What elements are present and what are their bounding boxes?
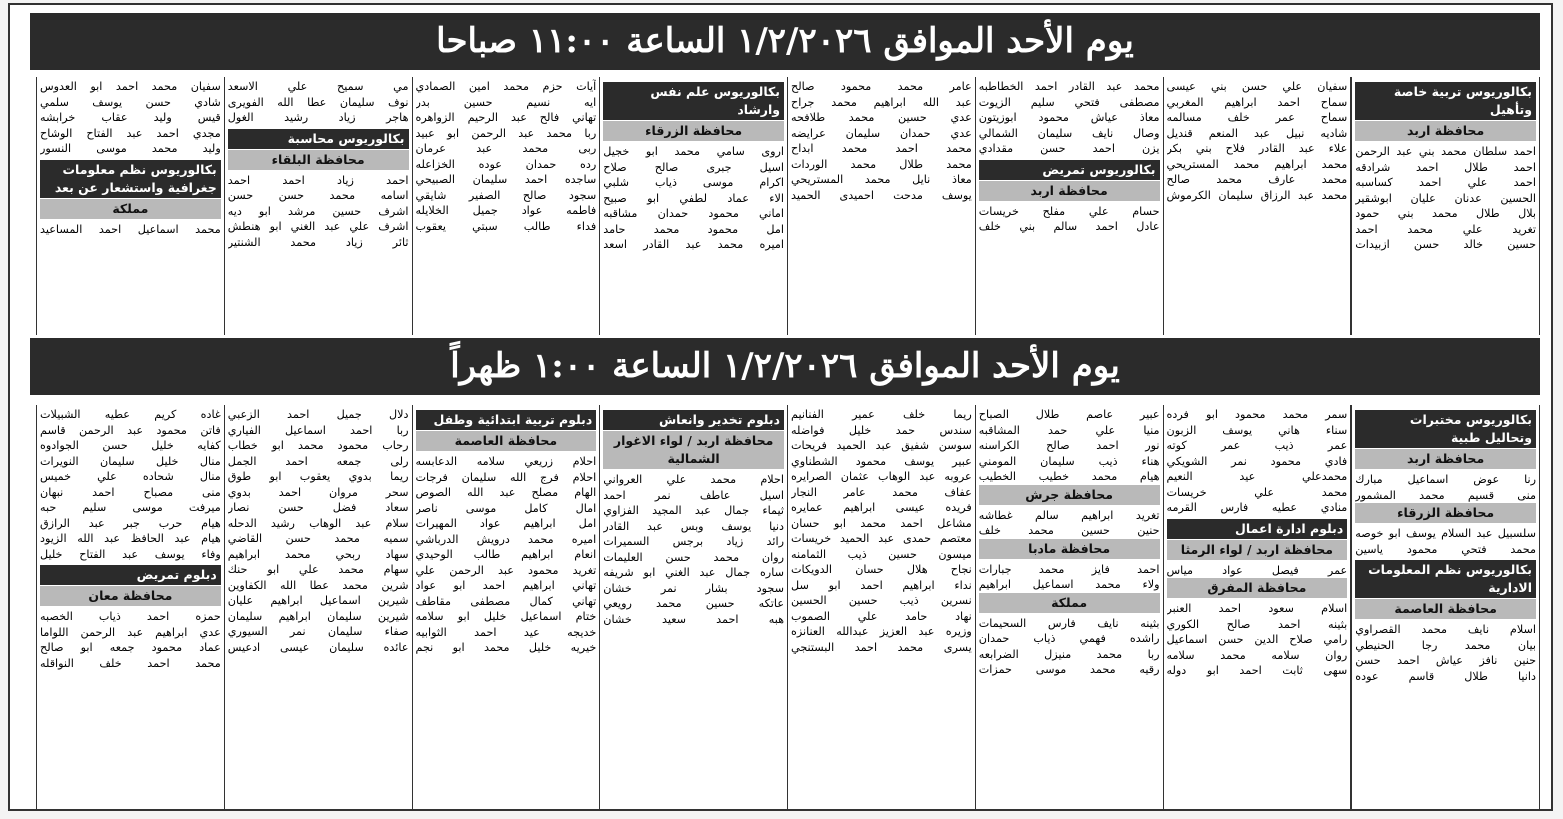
name-entry: عائده سليمان عيسى ادعيس: [227, 640, 409, 654]
name-entry: سلام عبد الوهاب رشيد الدحله: [227, 516, 409, 530]
name-entry: رده حمدان عوده الخزاعله: [415, 157, 597, 171]
name-list: [1167, 79, 1348, 203]
name-entry: الاء عماد لطفي ابو صبيح: [603, 191, 784, 205]
name-list: [228, 173, 409, 251]
name-entry: علاء عبد القادر فلاح بني بكر: [1166, 142, 1348, 155]
name-entry: صفاء سليمان نمر السيوري: [227, 625, 409, 638]
name-entry: حمزه احمد ذياب الخصبه: [40, 610, 221, 623]
program-block: [416, 79, 597, 234]
advertisement-page: [8, 3, 1553, 811]
name-entry: سلسبيل عبد السلام يوسف ابو خوصه: [1355, 527, 1536, 540]
name-entry: امال كامل موسى ناصر: [415, 501, 597, 515]
region-subheader: محافظة الزرقاء: [603, 121, 784, 141]
name-entry: احلام فرج الله سليمان فرجات: [415, 470, 597, 484]
region-subheader: محافظة اربد / لواء الاغوار الشمالية: [603, 431, 784, 469]
name-entry: عدي حمدان سليمان عرايضه: [791, 126, 972, 140]
name-entry: اشرف حسين مرشد ابو ديه: [227, 204, 409, 218]
name-entry: محمد عبد الرزاق سليمان الكرموش: [1166, 188, 1348, 202]
name-entry: سندس حمد خليل فواضله: [791, 423, 972, 437]
name-entry: عدي ابراهيم عبد الرحمن اللواما: [40, 625, 221, 639]
name-entry: احمد سلطان محمد بني عبد الرحمن: [1355, 145, 1536, 158]
name-entry: عادل احمد سالم بني خلف: [978, 220, 1160, 233]
column: [224, 77, 413, 335]
region-subheader: محافظة اربد: [1355, 121, 1536, 141]
name-entry: مجدي احمد عبد الفتاح الوشاح: [40, 126, 221, 140]
name-entry: اسيل جبرى صالح صلاح: [603, 160, 784, 174]
name-entry: يزن احمد حسن مقدادي: [978, 142, 1160, 155]
name-entry: حنين حسين محمد خلف: [978, 524, 1160, 537]
name-entry: وصال نايف سليمان الشمالي: [978, 126, 1160, 140]
program-header: بكالوريوس علم نفس وارشاد: [603, 82, 784, 120]
name-entry: وزيره عبد العزيز عبدالله العنانزه: [791, 625, 972, 638]
name-entry: بثينه نايف فارس السحيمات: [978, 616, 1160, 630]
name-entry: محمد عبد القادر احمد الخطاطبه: [978, 80, 1160, 93]
column: [599, 405, 788, 809]
program-block: [979, 539, 1160, 593]
region-subheader: محافظة جرش: [979, 485, 1160, 505]
name-entry: شادي حسن يوسف سلمي: [40, 95, 221, 109]
name-list: [1355, 526, 1536, 557]
program-block: [1355, 410, 1536, 503]
name-entry: تغريد محمود عبد الرحمن علي: [415, 563, 597, 577]
name-entry: سهام محمد علي ابو حنك: [227, 563, 409, 576]
column: [1351, 405, 1540, 809]
name-entry: سحر مروان احمد بدوي: [227, 485, 409, 499]
name-entry: ميرفت موسى سليم حبه: [40, 501, 221, 514]
name-entry: ميسون حسين ذيب الثمامنه: [791, 547, 972, 561]
name-entry: هبه احمد سعيد خشان: [603, 612, 784, 626]
name-entry: رحاب محمود محمد ابو خطاب: [227, 439, 409, 452]
name-entry: محمد فتحي محمود ياسين: [1355, 542, 1536, 556]
region-subheader: محافظة العاصمة: [416, 431, 597, 451]
name-entry: سمر محمد محمود ابو فرده: [1166, 408, 1348, 421]
name-entry: محمد احمد خلف النواقله: [40, 656, 221, 670]
name-entry: سجود صالح الصفير شايقي: [415, 188, 597, 202]
name-entry: عمر ذيب عمر كوته: [1166, 439, 1348, 452]
name-entry: ايه نسيم حسين بدر: [415, 95, 597, 109]
name-entry: تغريد علي محمد احمد: [1355, 222, 1536, 236]
name-entry: هناء ذيب سليمان المومني: [978, 454, 1160, 468]
program-block: [1355, 82, 1536, 253]
name-list: [979, 204, 1160, 235]
column: [975, 77, 1164, 335]
name-entry: ساجده احمد سليمان الصبيحي: [415, 173, 597, 186]
name-list: [40, 407, 221, 562]
name-entry: روان سلامه محمد سلامه: [1166, 648, 1348, 662]
name-entry: عفاف محمد عامر النجار: [791, 485, 972, 499]
section-morning: [30, 77, 1540, 335]
name-entry: مشاعل احمد محمد ابو حسان: [791, 516, 972, 530]
name-entry: فاتن محمود عبد الرحمن قاسم: [40, 423, 221, 437]
name-entry: محمد عارف محمد صالح: [1166, 173, 1348, 186]
name-entry: ريما خلف عمير الفنانيم: [791, 408, 972, 421]
name-entry: عاتكه حسين محمد رويعي: [603, 597, 784, 610]
name-entry: نور احمد صالح الكراسنه: [978, 439, 1160, 452]
name-list: [979, 616, 1160, 678]
name-entry: اميره محمد درويش الدرباشي: [415, 532, 597, 546]
column: [787, 77, 976, 335]
program-block: [979, 593, 1160, 678]
region-subheader: مملكة: [979, 593, 1160, 613]
name-entry: سهاد ربحي محمد ابراهيم: [227, 547, 409, 561]
column: [1163, 405, 1352, 809]
program-block: [228, 79, 409, 126]
program-block: [979, 485, 1160, 539]
name-entry: شاديه نبيل عبد المنعم قنديل: [1166, 126, 1348, 140]
name-entry: ربا محمد منيزل الضرابعه: [978, 647, 1160, 661]
name-entry: سناء هاني يوسف الزبون: [1166, 423, 1348, 437]
name-entry: سوسن شفيق عبد الحميد فريحات: [791, 439, 972, 452]
name-list: [228, 79, 409, 126]
region-subheader: محافظة اربد: [979, 181, 1160, 201]
name-list: [603, 472, 784, 627]
name-entry: وليد محمد موسى النسور: [40, 142, 221, 155]
program-block: [40, 79, 221, 157]
name-list: [1355, 472, 1536, 503]
name-entry: مي سميح علي الاسعد: [227, 80, 409, 93]
name-list: [1167, 407, 1348, 516]
name-entry: شيرين اسماعيل ابراهيم عليان: [227, 594, 409, 607]
name-entry: يوسف مدحت احميدى الحميد: [791, 188, 972, 202]
name-entry: هيام عبد الحافظ عبد الله الزيود: [40, 532, 221, 545]
program-header: دبلوم تربية ابتدائية وطفل: [416, 410, 597, 430]
name-entry: ربى محمد عبد عرمان: [415, 142, 597, 155]
name-entry: نسرين ذيب حسين الحسين: [791, 594, 972, 607]
name-entry: تهاني فالح عبد الرحيم الزواهره: [415, 111, 597, 124]
name-list: [1167, 601, 1348, 679]
program-block: [603, 82, 784, 253]
name-entry: فداء طالب سبتي يعقوب: [415, 219, 597, 233]
name-list: [1355, 622, 1536, 684]
name-entry: الهام مصلح عبد الله الصوص: [415, 486, 597, 499]
program-header: بكالوريوس تمريض: [979, 160, 1160, 180]
program-block: [228, 407, 409, 655]
program-block: [1355, 560, 1536, 684]
name-entry: احمد فايز محمد جبارات: [978, 562, 1160, 576]
name-list: [1355, 144, 1536, 253]
program-block: [979, 160, 1160, 235]
name-entry: فاطمه عواد جميل الخلايله: [415, 204, 597, 217]
program-block: [416, 410, 597, 656]
name-entry: خيريه خليل محمد ابو نجم: [415, 641, 597, 654]
name-entry: معاذ عياش محمود ابوزيتون: [978, 111, 1160, 124]
name-entry: اماني محمود حمدان مشاقبه: [603, 207, 784, 220]
program-block: [979, 407, 1160, 485]
name-list: [979, 562, 1160, 593]
name-entry: غاده كريم عطيه الشبيلات: [40, 408, 221, 421]
name-entry: سفيان علي حسن بني عيسى: [1166, 80, 1348, 93]
name-entry: سهى ثابت احمد ابو دوله: [1166, 664, 1348, 677]
name-entry: بيان محمد رجا الحنيطي: [1355, 638, 1536, 652]
program-header: بكالوريوس محاسبة: [228, 129, 409, 149]
program-block: [979, 79, 1160, 157]
name-entry: مصطفى فتحي سليم الزيوت: [978, 95, 1160, 109]
name-entry: كفايه خليل حسن الجوادوه: [40, 439, 221, 452]
name-entry: اسيل عاطف نمر احمد: [603, 488, 784, 502]
region-subheader: محافظة اربد: [1355, 449, 1536, 469]
name-entry: هيام حرب جبر عبد الرازق: [40, 516, 221, 530]
program-header: بكالوريوس تربية خاصة وتأهيل: [1355, 82, 1536, 120]
name-list: [979, 508, 1160, 539]
region-subheader: محافظة معان: [40, 586, 221, 606]
name-entry: هاجر زياد رشيد الغول: [227, 111, 409, 124]
name-entry: دانيا طلال قاسم عوده: [1355, 669, 1536, 683]
name-entry: شيرين سليمان ابراهيم سليمان: [227, 609, 409, 623]
name-entry: عروبه عبد الوهاب عثمان الصرايره: [791, 470, 972, 483]
name-entry: رقيه محمد موسى حمزات: [978, 663, 1160, 676]
name-list: [791, 79, 972, 203]
name-entry: محمد علي خريسات: [1166, 485, 1348, 499]
name-entry: نداء ابراهيم احمد ابو سل: [791, 578, 972, 592]
name-entry: رامي صلاح الدين حسن اسماعيل: [1166, 633, 1348, 646]
name-entry: محمد احمد محمد ابداح: [791, 142, 972, 155]
name-list: [791, 407, 972, 655]
name-entry: عبد الله ابراهيم محمد جراح: [791, 95, 972, 109]
name-entry: رلى جمعه احمد الجمل: [227, 454, 409, 468]
name-list: [40, 609, 221, 671]
name-entry: محمد ابراهيم محمد المستريحي: [1166, 157, 1348, 171]
column: [412, 77, 601, 335]
name-list: [416, 79, 597, 234]
column: [412, 405, 601, 809]
name-entry: يسرى محمد احمد البستنجي: [791, 640, 972, 654]
program-block: [603, 410, 784, 627]
name-entry: معاذ نايل محمد المستريحي: [791, 173, 972, 186]
name-entry: فادي محمود نمر الشويكي: [1166, 454, 1348, 468]
name-entry: هيام محمد خطيب الخطيب: [978, 470, 1160, 483]
program-block: [1167, 79, 1348, 203]
name-entry: انعام ابراهيم طالب الوحيدي: [415, 548, 597, 561]
name-entry: خديجه عيد احمد الثوابيه: [415, 625, 597, 639]
name-entry: احلام محمد علي العرواني: [603, 473, 784, 486]
name-entry: رائد زياد برجس السميرات: [603, 535, 784, 548]
name-entry: اروى سامي محمد ابو خجيل: [603, 145, 784, 158]
name-entry: اكرام موسى ذياب شلبي: [603, 176, 784, 189]
program-header: دبلوم ادارة اعمال: [1167, 519, 1348, 539]
name-entry: اسامه محمد حسن حسن: [227, 189, 409, 202]
name-entry: وفاء يوسف عبد الفتاح خليل: [40, 547, 221, 561]
name-entry: منال شحاده علي خميس: [40, 470, 221, 483]
name-entry: ختام اسماعيل خليل ابو سلامه: [415, 610, 597, 623]
name-list: [603, 144, 784, 253]
name-entry: بثينه احمد صالح الكوري: [1166, 617, 1348, 631]
column: [787, 405, 976, 809]
name-entry: منى قسيم محمد المشمور: [1355, 488, 1536, 502]
program-header: دبلوم تمريض: [40, 565, 221, 585]
name-entry: اميره محمد عبد القادر اسعد: [603, 238, 784, 251]
name-entry: تغريد ابراهيم سالم غطاشه: [978, 508, 1160, 522]
name-entry: احمد زياد احمد احمد: [227, 173, 409, 187]
name-entry: تهاني كمال مصطفى مقاطف: [415, 594, 597, 608]
column: [1163, 77, 1352, 335]
region-subheader: محافظة البلقاء: [228, 150, 409, 170]
region-subheader: محافظة مادبا: [979, 539, 1160, 559]
name-entry: منيا علي حمد المشاقبه: [978, 423, 1160, 437]
name-entry: اشرف علي عبد الغني ابو هنطش: [227, 220, 409, 233]
name-entry: منى مصباح احمد نبهان: [40, 485, 221, 499]
name-list: [979, 407, 1160, 485]
name-entry: رنا عوض اسماعيل مبارك: [1355, 473, 1536, 486]
program-block: [40, 407, 221, 562]
program-block: [1167, 578, 1348, 679]
name-entry: عبير يوسف محمود الشطناوي: [791, 454, 972, 468]
name-entry: شرين محمد عطا الله الكفاوين: [227, 578, 409, 592]
column: [36, 77, 225, 335]
name-entry: تهاني ابراهيم احمد ابو عواد: [415, 579, 597, 592]
name-entry: روان محمد حسن العليمات: [603, 550, 784, 564]
name-entry: ربا احمد اسماعيل الفياري: [227, 423, 409, 437]
program-header: بكالوريوس نظم معلومات جغرافية واستشعار عن بعد: [40, 160, 221, 198]
name-entry: ربا محمد عبد الرحمن ابو عبيد: [415, 126, 597, 140]
name-entry: عمر فيصل عواد مياس: [1166, 563, 1348, 577]
name-entry: راشده فهمي ذياب حمدان: [978, 632, 1160, 645]
name-entry: دلال جميل احمد الزعبي: [227, 408, 409, 421]
name-entry: سعاد فضل حسن نصار: [227, 501, 409, 514]
name-entry: ثيماء جمال عبد المجيد الفزاوي: [603, 504, 784, 517]
program-header: بكالوريوس مختبرات وتحاليل طبية: [1355, 410, 1536, 448]
program-block: [1167, 519, 1348, 579]
program-block: [40, 160, 221, 238]
name-entry: سماح احمد ابراهيم المغربي: [1166, 95, 1348, 109]
name-list: [1167, 563, 1348, 579]
name-entry: عامر محمد محمود صالح: [791, 80, 972, 93]
name-entry: احمد علي احمد كساسبه: [1355, 176, 1536, 189]
name-entry: سفيان محمد احمد ابو العدوس: [40, 80, 221, 93]
name-entry: عدي حسين محمد طلافحه: [791, 111, 972, 124]
region-subheader: محافظة اربد / لواء الرمثا: [1167, 540, 1348, 560]
program-header: بكالوريوس نظم المعلومات الادارية: [1355, 560, 1536, 598]
program-block: [1167, 407, 1348, 516]
name-entry: ولاء محمد اسماعيل ابراهيم: [978, 578, 1160, 591]
name-entry: سميه محمد حسن القاضي: [227, 532, 409, 545]
name-entry: سجود بشار نمر خشان: [603, 581, 784, 595]
name-entry: حسام علي مفلح خريسات: [978, 204, 1160, 218]
name-list: [40, 79, 221, 157]
region-subheader: محافظة المفرق: [1167, 578, 1348, 598]
name-list: [416, 454, 597, 656]
column: [599, 77, 788, 335]
name-entry: آيات حزم محمد امين الصمادي: [415, 80, 597, 93]
region-subheader: محافظة العاصمة: [1355, 599, 1536, 619]
name-entry: عبير عاصم طلال الصباح: [978, 408, 1160, 421]
name-entry: منادي عطيه فارس القرمه: [1166, 501, 1348, 514]
name-entry: نجاح هلال حسان الدويكات: [791, 563, 972, 576]
name-list: [228, 407, 409, 655]
region-subheader: مملكة: [40, 199, 221, 219]
name-list: [979, 79, 1160, 157]
name-entry: محمد اسماعيل احمد المساعيد: [40, 222, 221, 236]
session-banner-morning: يوم الأحد الموافق ١/٢/٢٠٢٦ الساعة ١١:٠٠ صباحا: [30, 13, 1540, 70]
name-entry: حنين نافز عياش احمد حسن: [1355, 654, 1536, 667]
name-entry: امل محمود محمد حامد: [603, 222, 784, 236]
name-entry: احمد طلال احمد شرادقه: [1355, 160, 1536, 174]
program-block: [40, 565, 221, 671]
name-entry: نوف سليمان عطا الله الفويرى: [227, 95, 409, 109]
name-entry: محمد طلال محمد الوردات: [791, 157, 972, 171]
region-subheader: محافظة الزرقاء: [1355, 503, 1536, 523]
name-entry: اسلام نايف محمد القصراوي: [1355, 623, 1536, 636]
program-block: [791, 407, 972, 655]
name-entry: احلام زريعي سلامه الدعابسه: [415, 455, 597, 468]
name-entry: ريما بدوي يعقوب ابو طوق: [227, 470, 409, 483]
column: [1351, 77, 1540, 335]
name-entry: معتصم حمدى عبد الحميد خريسات: [791, 532, 972, 545]
column: [975, 405, 1164, 809]
name-list: [40, 222, 221, 238]
name-entry: منال خليل سليمان النويرات: [40, 454, 221, 468]
section-noon: [30, 405, 1540, 809]
name-entry: نهاد حامد علي الصموب: [791, 609, 972, 623]
name-entry: ثائر زياد محمد الشنتير: [227, 235, 409, 249]
name-entry: فريده عيسى ابراهيم عمايره: [791, 501, 972, 514]
name-entry: ساره جمال عبد الغني ابو شريفه: [603, 566, 784, 579]
session-banner-noon: يوم الأحد الموافق ١/٢/٢٠٢٦ الساعة ١:٠٠ ظهراً: [30, 338, 1540, 395]
name-entry: اسلام سعود احمد العنبر: [1166, 602, 1348, 615]
program-block: [791, 79, 972, 203]
name-entry: بلال طلال محمد بني حمود: [1355, 207, 1536, 220]
name-entry: الحسين عدنان عليان ابوشقير: [1355, 191, 1536, 205]
name-entry: سماح عمر خلف مسالمه: [1166, 111, 1348, 124]
name-entry: امل ابراهيم عواد المهيرات: [415, 517, 597, 530]
program-header: دبلوم تخدير وانعاش: [603, 410, 784, 430]
program-block: [1355, 503, 1536, 557]
column: [224, 405, 413, 809]
program-block: [228, 129, 409, 251]
column: [36, 405, 225, 809]
name-entry: حسين خالد حسن ازبيدات: [1355, 238, 1536, 251]
name-entry: قيس وليد عقاب خرابشه: [40, 111, 221, 124]
name-entry: محمدعلي عيد النعيم: [1166, 470, 1348, 483]
name-entry: عماد محمود جمعه ابو صالح: [40, 641, 221, 654]
name-entry: دنيا يوسف وبس عبد القادر: [603, 519, 784, 533]
